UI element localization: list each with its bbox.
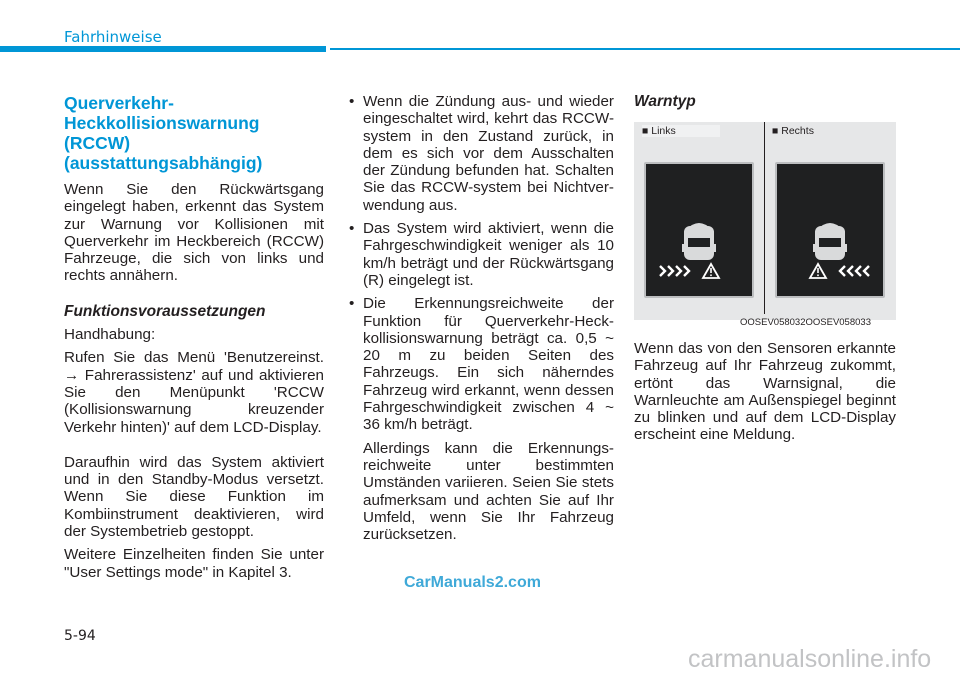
bullet-continuation: Allerdings kann die Erkennungs-reichweite unter bestimmten Umständen variieren. Seien Sie stets aufmerksam und achten Sie auf Ihr Umfeld, wenn Sie Ihr Fahrzeug zurücksetzen. — [363, 439, 614, 544]
car-top-view-icon — [646, 164, 752, 296]
display-left — [644, 162, 754, 298]
header-rule-thin — [330, 48, 960, 50]
details-reference: Weitere Einzelheiten finden Sie unter "User Settings mode" in Kapitel 3. — [64, 546, 324, 581]
bullet-item: • Das System wird aktiviert, wenn die Fahrgeschwindigkeit weniger als 10 km/h beträgt und der Rückwärtsgang (R) eingelegt ist. — [347, 220, 614, 289]
warning-description: Wenn das von den Sensoren erkannte Fahrzeug auf Ihr Fahrzeug zukommt, ertönt das Warnsignal, die Warnleuchte am Außenspiegel beginnt zu blinken und auf dem LCD-Display erscheint eine Meldung. — [634, 340, 896, 444]
bullet-item: • Wenn die Zündung aus- und wieder eingeschaltet wird, kehrt das RCCW-system in den Zustand zurück, in dem es sich vor dem Ausschalten der Zündung befunden hat. Schalten Sie das RCCW-system bei Nichtver-wendung aus. — [347, 93, 614, 214]
intro-paragraph: Wenn Sie den Rückwärtsgang eingelegt haben, erkennt das System zur Warnung vor Kollisionen mit Querverkehr im Heckbereich (RCCW) Fahrzeuge, die sich von links und rechts annähern. — [64, 181, 324, 285]
warning-figure — [634, 122, 896, 328]
bullet-list — [347, 93, 614, 434]
display-right — [775, 162, 885, 298]
watermark-link[interactable]: CarManuals2.com — [404, 574, 541, 591]
section-label: Fahrhinweise — [64, 28, 162, 46]
approach-arrows-icon — [660, 266, 689, 276]
approach-arrows-icon — [840, 266, 869, 276]
warning-triangle-icon — [810, 264, 826, 278]
page-number: 5-94 — [64, 628, 96, 644]
column-right — [634, 93, 896, 116]
figure-label-left: ■ Links — [642, 125, 720, 137]
column-middle — [347, 93, 614, 549]
figure-divider — [764, 122, 765, 314]
handhabung-label: Handhabung: — [64, 326, 156, 344]
warning-description-block — [634, 340, 896, 450]
warning-triangle-icon — [703, 264, 719, 278]
figure-code: OOSEV058032OOSEV058033 — [740, 317, 871, 328]
header-rule-thick — [0, 46, 326, 52]
spacer — [64, 442, 324, 454]
standby-paragraph: Daraufhin wird das System aktiviert und in den Standby-Modus versetzt. Wenn Sie diese Funktion im Kombiinstrument deaktivieren, wird der Systembetrieb gestoppt. — [64, 453, 324, 541]
section-title: Querverkehr-Heckkollisionswarnung (RCCW) (ausstattungsabhängig) — [64, 93, 263, 173]
spacer — [64, 291, 324, 303]
figure-label-right: ■ Rechts — [772, 125, 814, 137]
column-left — [64, 93, 324, 587]
bullet-item: • Die Erkennungsreichweite der Funktion für Querverkehr-Heck-kollisionswarnung beträgt ca. 0,5 ~ 20 m zu beiden Seiten des Fahrzeugs. Ein sich näherndes Fahrzeug wird erkannt, wenn dessen Fahrgeschwindigkeit zwischen 4 ~ 36 km/h beträgt. — [347, 295, 614, 433]
car-top-view-icon — [777, 164, 883, 296]
subheading-conditions: Funktionsvoraussetzungen — [64, 302, 266, 320]
subheading-warntyp: Warntyp — [634, 93, 696, 110]
footer-watermark: carmanualsonline.info — [688, 645, 932, 673]
menu-instructions: Rufen Sie das Menü 'Benutzereinst. → Fahrerassistenz' auf und aktivieren Sie den Menüpunkt 'RCCW (Kollisionswarnung kreuzender Verkehr hinten)' auf dem LCD-Display. — [64, 349, 324, 436]
